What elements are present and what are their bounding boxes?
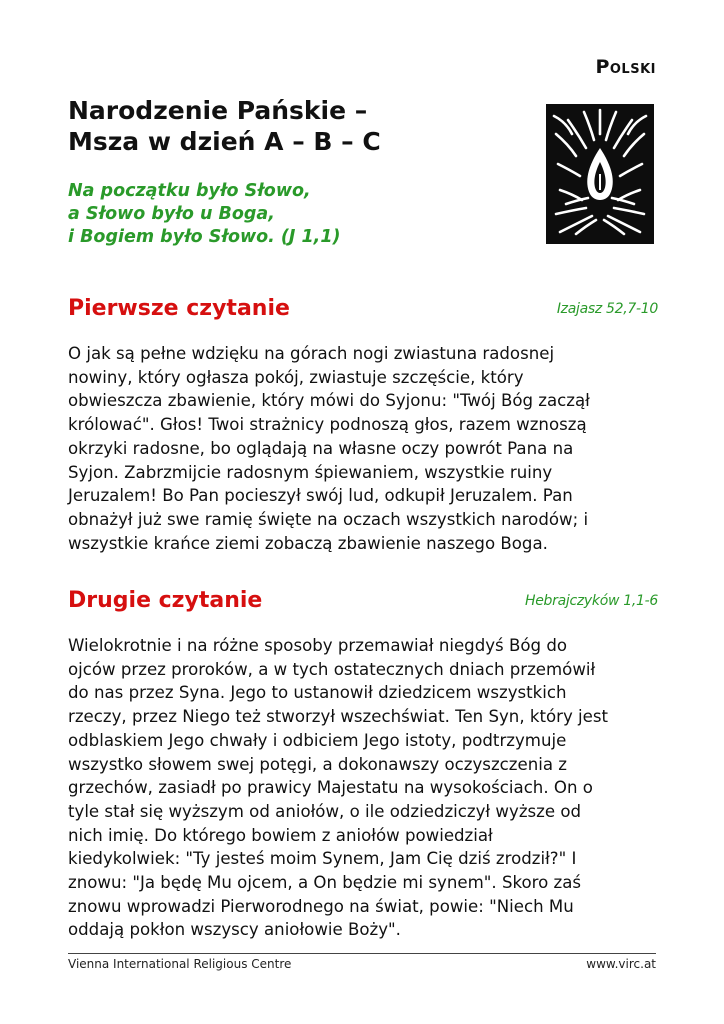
footer-divider — [68, 953, 656, 954]
text-line: kiedykolwiek: "Ty jesteś moim Synem, Jam Cię dziś zrodził?" I — [68, 849, 577, 869]
footer-website-link[interactable]: www.virc.at — [586, 957, 656, 971]
language-label: Polski — [595, 56, 656, 78]
text-line: Wielokrotnie i na różne sposoby przemawiał niegdyś Bóg do — [68, 636, 568, 655]
first-reading-text — [68, 342, 658, 555]
text-line: Syjon. Zabrzmijcie radosnym śpiewaniem, wszystkie ruiny — [68, 462, 553, 482]
motto-line-1: Na początku było Słowo, — [68, 181, 311, 201]
second-reading-header — [68, 588, 658, 618]
text-line: rzeczy, przez Niego też stworzył wszechświat. Ten Syn, który jest — [68, 707, 609, 727]
page-title — [68, 95, 508, 157]
second-reading-title: Drugie czytanie — [68, 588, 263, 613]
text-line: obwieszcza zbawienie, który mówi do Syjonu: "Twój Bóg zaczął — [68, 391, 590, 411]
footer-organization: Vienna International Religious Centre — [68, 957, 292, 971]
text-line: oddają pokłon wszyscy aniołowie Boży". — [68, 920, 401, 940]
text-line: nowiny, który ogłasza pokój, zwiastuje szczęście, który — [68, 367, 524, 387]
title-line-1: Narodzenie Pańskie – — [68, 96, 368, 125]
text-line: O jak są pełne wdzięku na górach nogi zwiastuna radosnej — [68, 344, 555, 363]
text-line: wszystko słowem swej potęgi, a dokonawszy oczyszczenia z — [68, 754, 567, 774]
motto-quote — [68, 180, 488, 249]
text-line: obnażył już swe ramię święte na oczach wszystkich narodów; i — [68, 509, 589, 529]
text-line: nich imię. Do którego bowiem z aniołów powiedział — [68, 825, 493, 845]
text-line: znowu: "Ja będę Mu ojcem, a On będzie mi synem". Skoro zaś — [68, 873, 582, 893]
first-reading-header — [68, 296, 658, 326]
title-line-2: Msza w dzień A – B – C — [68, 127, 381, 156]
woodcut-flame-icon — [546, 104, 654, 244]
text-line: ojców przez proroków, a w tych ostatecznych dniach przemówił — [68, 659, 596, 679]
text-line: grzechów, zasiadł po prawicy Majestatu na wysokościach. On o — [68, 778, 593, 798]
text-line: znowu wprowadzi Pierworodnego na świat, powie: "Niech Mu — [68, 896, 574, 916]
second-reading-text — [68, 634, 658, 942]
text-line: do nas przez Syna. Jego to ustanowił dziedzicem wszystkich — [68, 683, 567, 703]
text-line: tyle stał się wyższym od aniołów, o ile odziedziczył wyższe od — [68, 801, 582, 821]
first-reading-reference: Izajasz 52,7-10 — [556, 301, 658, 317]
text-line: okrzyki radosne, bo oglądają na własne oczy powrót Pana na — [68, 438, 574, 458]
motto-line-2: a Słowo było u Boga, — [68, 204, 275, 224]
motto-line-3: i Bogiem było Słowo. (J 1,1) — [68, 227, 341, 247]
text-line: odblaskiem Jego chwały i odbiciem Jego istoty, podtrzymuje — [68, 730, 567, 750]
text-line: wszystkie krańce ziemi zobaczą zbawienie naszego Boga. — [68, 533, 548, 553]
second-reading-reference: Hebrajczyków 1,1-6 — [525, 593, 658, 609]
text-line: królować". Głos! Twoi strażnicy podnoszą głos, razem wznoszą — [68, 415, 587, 435]
first-reading-title: Pierwsze czytanie — [68, 296, 290, 321]
text-line: Jeruzalem! Bo Pan pocieszył swój lud, odkupił Jeruzalem. Pan — [68, 486, 573, 506]
